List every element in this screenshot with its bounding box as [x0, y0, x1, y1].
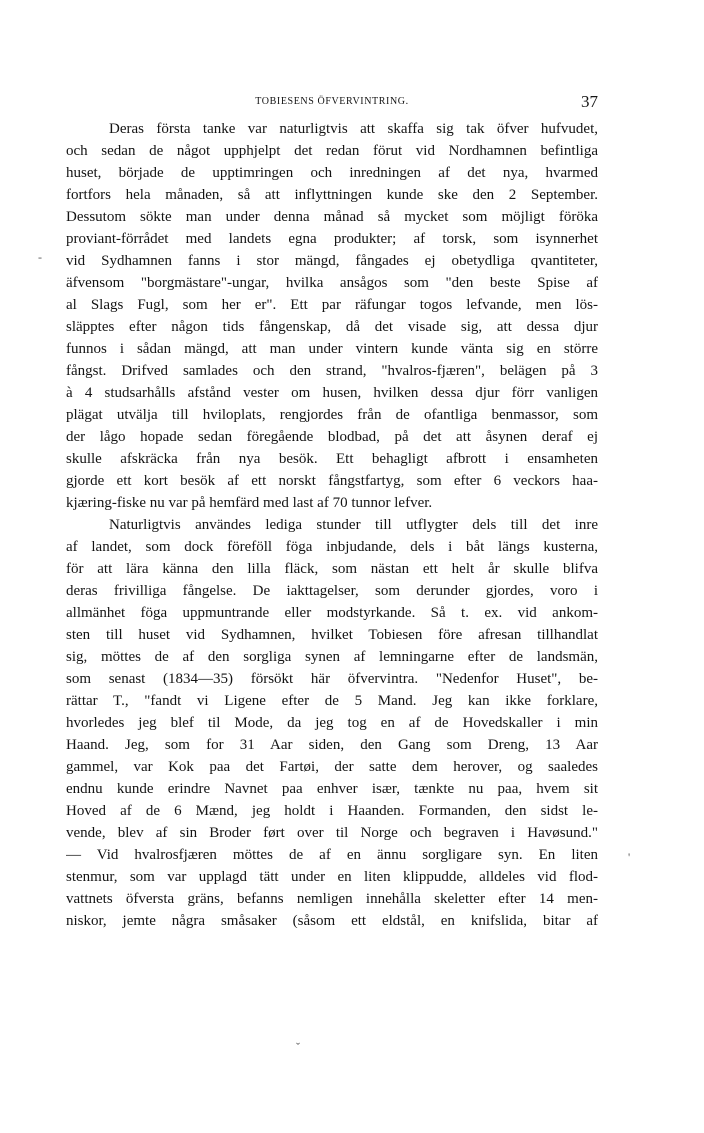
- text-line: Hoved af de 6 Mænd, jeg holdt i Haanden. Formanden, den sidst le-: [66, 803, 598, 819]
- text-line: fortfors hela månaden, så att inflyttningen kunde ske den 2 September.: [66, 187, 598, 203]
- text-line: för att lära känna den lilla fläck, som nästan ett helt år skulle blifva: [66, 561, 598, 577]
- text-line: skulle afskräcka från nya besök. Ett behagligt afbrott i ensamheten: [66, 451, 598, 467]
- text-line: vende, blev af sin Broder ført over til Norge och begraven i Havøsund.": [66, 825, 598, 841]
- body-text: [66, 118, 598, 932]
- page-header: [66, 92, 598, 114]
- text-line: Haand. Jeg, som for 31 Aar siden, den Gang som Dreng, 13 Aar: [66, 737, 598, 753]
- margin-mark-left: -: [38, 250, 42, 264]
- text-line: Dessutom sökte man under denna månad så mycket som möjligt föröka: [66, 209, 598, 225]
- text-line: al Slags Fugl, som her er". Ett par räfungar togos lefvande, men lös-: [66, 297, 598, 313]
- text-line: à 4 studsarhålls afstånd vester om husen, hvilken dessa djur förr vanligen: [66, 385, 598, 401]
- text-line: stenmur, som var upplagd tätt under en liten klippudde, alldeles vid flod-: [66, 869, 598, 885]
- text-line: och sedan de något upphjelpt det redan förut vid Nordhamnen befintliga: [66, 143, 598, 159]
- text-line: fångst. Drifved samlades och den strand, "hvalros-fjæren", belägen på 3: [66, 363, 598, 379]
- text-line: äfvensom "borgmästare"-ungar, hvilka ansågos som "den beste Spise af: [66, 275, 598, 291]
- text-line: endnu kunde erindre Navnet paa enhver især, tænkte nu paa, hvem sit: [66, 781, 598, 797]
- text-line: allmänhet föga uppmuntrande eller modstyrkande. Så t. ex. vid ankom-: [66, 605, 598, 621]
- margin-mark-right: ': [628, 850, 631, 864]
- text-line: der lågo hopade sedan föregående blodbad, på det att åsynen deraf ej: [66, 429, 598, 445]
- text-line: gjorde ett kort besök af ett norskt fångstfartyg, som efter 6 veckors haa-: [66, 473, 598, 489]
- text-line: hvorledes jeg blef til Mode, da jeg tog en af de Hovedskaller i min: [66, 715, 598, 731]
- text-line: deras frivilliga fångelse. De iakttagelser, som derunder gjordes, voro i: [66, 583, 598, 599]
- text-line: — Vid hvalrosfjæren möttes de af en ännu sorgligare syn. En liten: [66, 847, 598, 863]
- text-line: funnos i sådan mängd, att man under vintern kunde vänta sig en större: [66, 341, 598, 357]
- running-title: TOBIESENS ÖFVERVINTRING.: [255, 96, 409, 107]
- text-line: af landet, som dock föreföll föga inbjudande, dels i båt längs kusterna,: [66, 539, 598, 555]
- text-line: vid Sydhamnen fanns i stor mängd, fångades ej obetydliga qvantiteter,: [66, 253, 598, 269]
- text-line: Naturligtvis användes lediga stunder till utflygter dels till det inre: [109, 517, 598, 533]
- paragraph: [66, 118, 598, 514]
- margin-mark-bottom: ˇ: [296, 1040, 300, 1054]
- text-line: gammel, var Kok paa det Fartøi, der satte dem herover, og saaledes: [66, 759, 598, 775]
- text-line: släpptes efter någon tids fångenskap, då det visade sig, att dessa djur: [66, 319, 598, 335]
- page-number: 37: [581, 92, 598, 111]
- text-line: Deras första tanke var naturligtvis att skaffa sig tak öfver hufvudet,: [109, 121, 598, 137]
- text-line: som senast (1834—35) försökt här öfvervintra. "Nedenfor Huset", be-: [66, 671, 598, 687]
- text-line: sig, möttes de af den sorgliga synen af lemningarne efter de landsmän,: [66, 649, 598, 665]
- text-line: proviant-förrådet med landets egna produkter; af torsk, som isynnerhet: [66, 231, 598, 247]
- text-line: huset, började de upptimringen och inredningen af det nya, hvarmed: [66, 165, 598, 181]
- text-line: rättar T., "fandt vi Ligene efter de 5 Mand. Jeg kan ikke forklare,: [66, 693, 598, 709]
- text-line: kjæring-fiske nu var på hemfärd med last af 70 tunnor lefver.: [66, 495, 433, 511]
- text-line: vattnets öfversta gräns, befanns nemligen innehålla skeletter efter 14 men-: [66, 891, 598, 907]
- paragraph: [66, 514, 598, 932]
- text-line: sten till huset vid Sydhamnen, hvilket Tobiesen före afresan tillhandlat: [66, 627, 598, 643]
- text-line: plägat utvälja till hviloplats, rengjordes från de ofantliga benmassor, som: [66, 407, 598, 423]
- text-line: niskor, jemte några småsaker (såsom ett eldstål, en knifslida, bitar af: [66, 913, 598, 929]
